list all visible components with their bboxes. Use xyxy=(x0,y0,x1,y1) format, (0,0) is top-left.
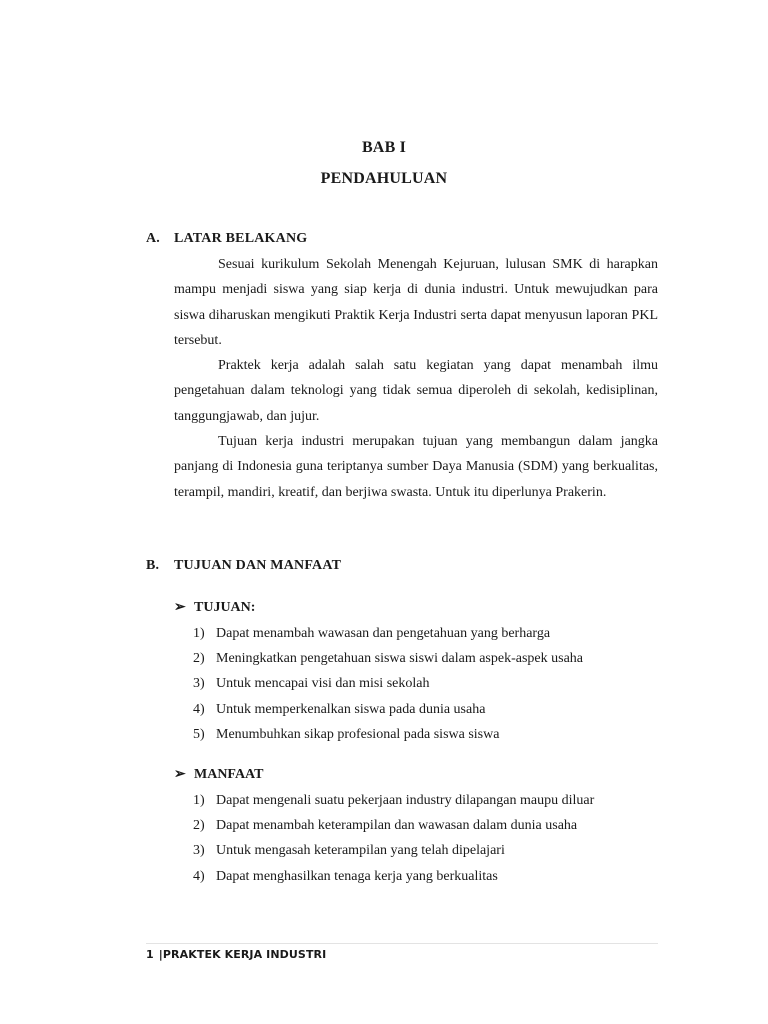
list-item xyxy=(193,788,663,813)
paragraph: Praktek kerja adalah salah satu kegiatan yang dapat menambah ilmu pengetahuan dalam teknologi yang tidak semua diperoleh di sekolah, kedisiplinan, tanggungjawab, dan jujur. xyxy=(174,358,658,424)
list-item xyxy=(193,813,663,838)
section-b-heading xyxy=(146,558,341,574)
manfaat-heading xyxy=(174,766,263,783)
list-item xyxy=(193,621,663,646)
section-a-letter: A. xyxy=(146,231,161,246)
list-item-text: Dapat mengenali suatu pekerjaan industry dilapangan maupu diluar xyxy=(216,793,595,808)
latar-belakang-body xyxy=(174,252,658,505)
list-item-number: 2) xyxy=(193,651,205,667)
arrow-bullet-icon: ➢ xyxy=(174,600,186,615)
chapter-number: BAB I xyxy=(361,139,407,156)
list-item-text: Untuk mengasah keterampilan yang telah dipelajari xyxy=(216,843,505,859)
section-b-letter: B. xyxy=(146,558,160,573)
list-item xyxy=(193,864,663,889)
list-item-number: 1) xyxy=(193,626,205,641)
section-b-title: TUJUAN DAN MANFAAT xyxy=(174,558,342,573)
list-item-number: 1) xyxy=(193,793,205,808)
manfaat-list xyxy=(193,788,663,889)
paragraph: Sesuai kurikulum Sekolah Menengah Kejuruan, lulusan SMK di harapkan mampu menjadi siswa yang siap kerja di dunia industri. Untuk mewujudkan para siswa diharuskan mengikuti Praktik Kerja Industri serta dapat menyusun laporan PKL tersebut. xyxy=(174,257,658,348)
footer-title: |PRAKTEK KERJA INDUSTRI xyxy=(158,948,327,961)
list-item-text: Dapat menambah keterampilan dan wawasan dalam dunia usaha xyxy=(216,818,578,834)
tujuan-list xyxy=(193,621,663,747)
list-item-text: Dapat menambah wawasan dan pengetahuan yang berharga xyxy=(216,626,551,641)
page-number: 1 xyxy=(146,948,154,961)
list-item-number: 4) xyxy=(193,868,205,884)
list-item-number: 5) xyxy=(193,726,205,742)
arrow-bullet-icon: ➢ xyxy=(174,767,186,782)
list-item xyxy=(193,697,663,722)
tujuan-heading-label: TUJUAN: xyxy=(194,600,256,615)
footer-divider xyxy=(146,943,658,944)
list-item-number: 3) xyxy=(193,843,205,859)
list-item-number: 4) xyxy=(193,701,205,717)
list-item-text: Untuk mencapai visi dan misi sekolah xyxy=(216,676,430,692)
list-item-text: Untuk memperkenalkan siswa pada dunia usaha xyxy=(216,701,486,717)
list-item-text: Menumbuhkan sikap profesional pada siswa siswa xyxy=(216,726,500,742)
list-item xyxy=(193,671,663,696)
tujuan-heading xyxy=(174,599,255,616)
list-item-number: 3) xyxy=(193,676,205,692)
list-item-text: Dapat menghasilkan tenaga kerja yang berkualitas xyxy=(216,868,498,884)
chapter-title: PENDAHULUAN xyxy=(320,170,448,187)
list-item-text: Meningkatkan pengetahuan siswa siswi dalam aspek-aspek usaha xyxy=(216,651,584,667)
list-item xyxy=(193,646,663,671)
list-item xyxy=(193,722,663,747)
paragraph: Tujuan kerja industri merupakan tujuan yang membangun dalam jangka panjang di Indonesia guna teriptanya sumber Daya Manusia (SDM) yang berkualitas, terampil, mandiri, kreatif, dan berjiwa swasta. Untuk itu diperlunya Prakerin. xyxy=(174,434,658,500)
section-a-title: LATAR BELAKANG xyxy=(174,231,308,246)
list-item-number: 2) xyxy=(193,818,205,834)
page-footer xyxy=(146,948,326,961)
manfaat-heading-label: MANFAAT xyxy=(194,767,264,782)
list-item xyxy=(193,838,663,863)
section-a-heading xyxy=(146,231,307,247)
